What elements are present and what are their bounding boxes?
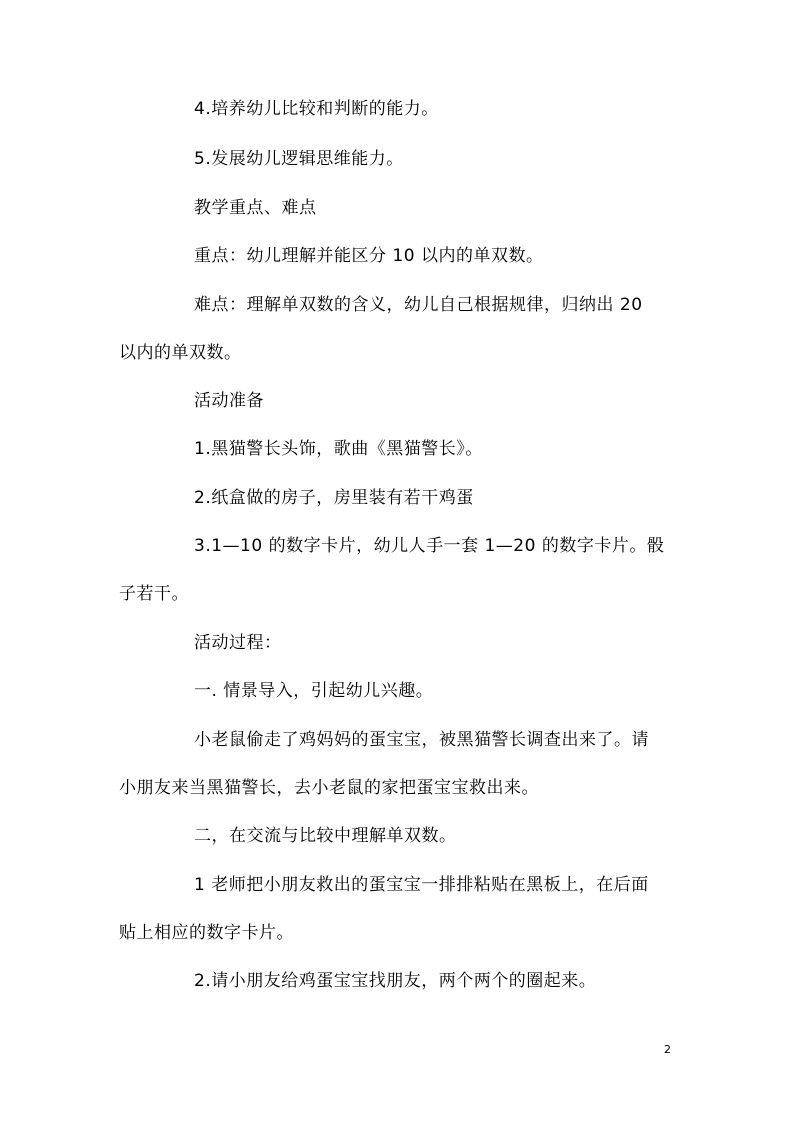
prep-item-3-cont: 子若干。 [119, 584, 189, 604]
prep-item-1: 1.黑猫警长头饰，歌曲《黑猫警长》。 [194, 439, 483, 459]
process-paragraph-1-cont: 小朋友来当黑猫警长，去小老鼠的家把蛋宝宝救出来。 [119, 778, 539, 798]
section-heading-focus: 教学重点、难点 [194, 198, 317, 218]
section-heading-prep: 活动准备 [194, 391, 264, 411]
prep-item-2: 2.纸盒做的房子，房里装有若干鸡蛋 [194, 488, 474, 508]
process-step-2: 二，在交流与比较中理解单双数。 [194, 826, 457, 846]
objective-5: 5.发展幼儿逻辑思维能力。 [194, 149, 404, 169]
difficulty-point-cont: 以内的单双数。 [119, 343, 242, 363]
page-number: 2 [664, 1043, 671, 1056]
section-heading-process: 活动过程： [194, 633, 282, 653]
prep-item-3: 3.1—10 的数字卡片，幼儿人手一套 1—20 的数字卡片。骰 [194, 536, 665, 556]
process-item-2: 2.请小朋友给鸡蛋宝宝找朋友，两个两个的圈起来。 [194, 971, 597, 991]
process-step-1: 一. 情景导入，引起幼儿兴趣。 [194, 681, 434, 701]
process-item-1: 1 老师把小朋友救出的蛋宝宝一排排粘贴在黑板上，在后面 [194, 875, 649, 895]
process-item-1-cont: 贴上相应的数字卡片。 [119, 923, 294, 943]
objective-4: 4.培养幼儿比较和判断的能力。 [194, 99, 439, 119]
difficulty-point: 难点：理解单双数的含义，幼儿自己根据规律，归纳出 20 [194, 295, 643, 315]
focus-point: 重点：幼儿理解并能区分 10 以内的单双数。 [194, 246, 544, 266]
process-paragraph-1: 小老鼠偷走了鸡妈妈的蛋宝宝，被黑猫警长调查出来了。请 [194, 730, 649, 750]
